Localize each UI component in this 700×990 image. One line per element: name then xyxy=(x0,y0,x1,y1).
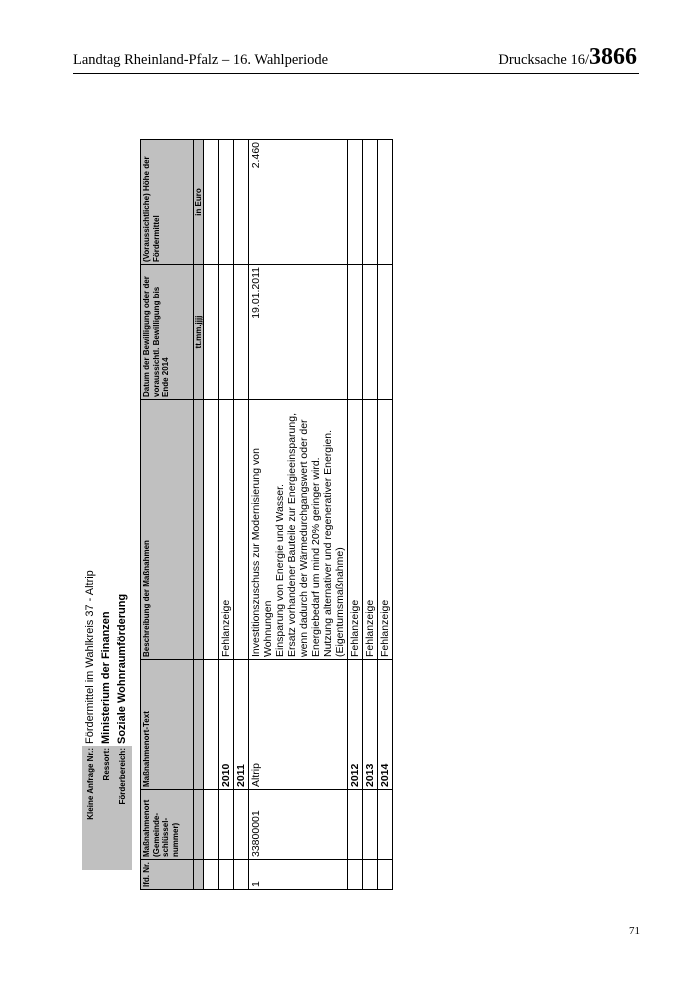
sub-hoehe-unit: in Euro xyxy=(194,140,204,265)
table-row-2013 xyxy=(363,140,378,890)
sub-datum-format: tt.mm.jjjj xyxy=(194,265,204,400)
year-label: 2014 xyxy=(378,660,393,790)
foerderbereich-value: Soziale Wohnraumförderung xyxy=(116,593,128,744)
table-header-row xyxy=(141,140,194,890)
description-line: Investitionszuschuss zur Modernisierung von xyxy=(250,448,262,657)
funding-table xyxy=(140,139,393,890)
header-divider xyxy=(73,73,639,74)
drucksache-number: 3866 xyxy=(589,44,637,70)
row-ort: Altrip xyxy=(249,660,348,790)
drucksache-label xyxy=(498,44,637,71)
table-row-2012 xyxy=(348,140,363,890)
table-subheader-row xyxy=(194,140,204,890)
row-description: Fehlanzeige xyxy=(378,400,393,660)
page-number: 71 xyxy=(629,925,640,937)
description-line: Nutzung alternativer und regenerativer Energien. xyxy=(322,429,334,657)
row-code: 33800001 xyxy=(249,790,348,860)
year-label: 2010 xyxy=(219,660,234,790)
row-description: Fehlanzeige xyxy=(348,400,363,660)
table-row-altrip xyxy=(249,140,348,890)
sub-empty xyxy=(194,860,204,890)
row-datum: 19.01.2011 xyxy=(249,265,348,400)
col-header-lfd: lfd. Nr. xyxy=(141,860,194,890)
description-line: Wohnungen xyxy=(262,600,274,657)
query-metadata xyxy=(80,140,136,890)
col-header-datum: Datum der Bewilligung oder der voraussichtl. Bewilligung bis Ende 2014 xyxy=(141,265,194,400)
year-label: 2011 xyxy=(234,660,249,790)
metadata-anfrage xyxy=(84,570,96,870)
row-number: 1 xyxy=(249,860,348,890)
year-label: 2012 xyxy=(348,660,363,790)
description-line: Ersatz vorhandener Bauteile zur Energieeinsparung, xyxy=(286,413,298,657)
description-line: Energiebedarf um mind 20% geringer wird. xyxy=(310,457,322,657)
ressort-label: Ressort: xyxy=(102,748,111,781)
sub-empty xyxy=(194,660,204,790)
col-header-ort: Maßnahmenort (Gemeinde-schlüssel-nummer) xyxy=(141,790,194,860)
table-row xyxy=(204,140,219,890)
table-row-2010 xyxy=(219,140,234,890)
metadata-ressort xyxy=(100,611,112,870)
table-row-2011 xyxy=(234,140,249,890)
description-line: (Eigentumsmaßnahme) xyxy=(334,547,346,657)
ressort-value: Ministerium der Finanzen xyxy=(100,611,112,744)
year-label: 2013 xyxy=(363,660,378,790)
rotated-table-page xyxy=(80,140,390,890)
foerderbereich-label: Förderbereich: xyxy=(118,748,127,805)
row-description: Fehlanzeige xyxy=(363,400,378,660)
drucksache-prefix: Drucksache 16/ xyxy=(498,52,589,68)
anfrage-label: Kleine Anfrage Nr.: xyxy=(86,748,95,820)
col-header-hoehe: (Voraussichtliche) Höhe der Fördermittel xyxy=(141,140,194,265)
table-row-2014 xyxy=(378,140,393,890)
description-line: wenn dadurch der Wärmedurchgangswert oder der xyxy=(298,419,310,657)
col-header-ort-text: Maßnahmenort-Text xyxy=(141,660,194,790)
description-line: Einsparung von Energie und Wasser. xyxy=(274,484,286,657)
row-betrag: 2.460 xyxy=(249,140,348,265)
metadata-foerderbereich xyxy=(116,594,128,870)
row-description xyxy=(249,400,348,660)
anfrage-value: Fördermittel im Wahlkreis 37 - Altrip xyxy=(84,570,96,744)
col-header-beschreibung: Beschreibung der Maßnahmen xyxy=(141,400,194,660)
sub-empty xyxy=(194,400,204,660)
header-title: Landtag Rheinland-Pfalz – 16. Wahlperiode xyxy=(73,52,329,68)
row-description: Fehlanzeige xyxy=(219,400,234,660)
sub-empty xyxy=(194,790,204,860)
